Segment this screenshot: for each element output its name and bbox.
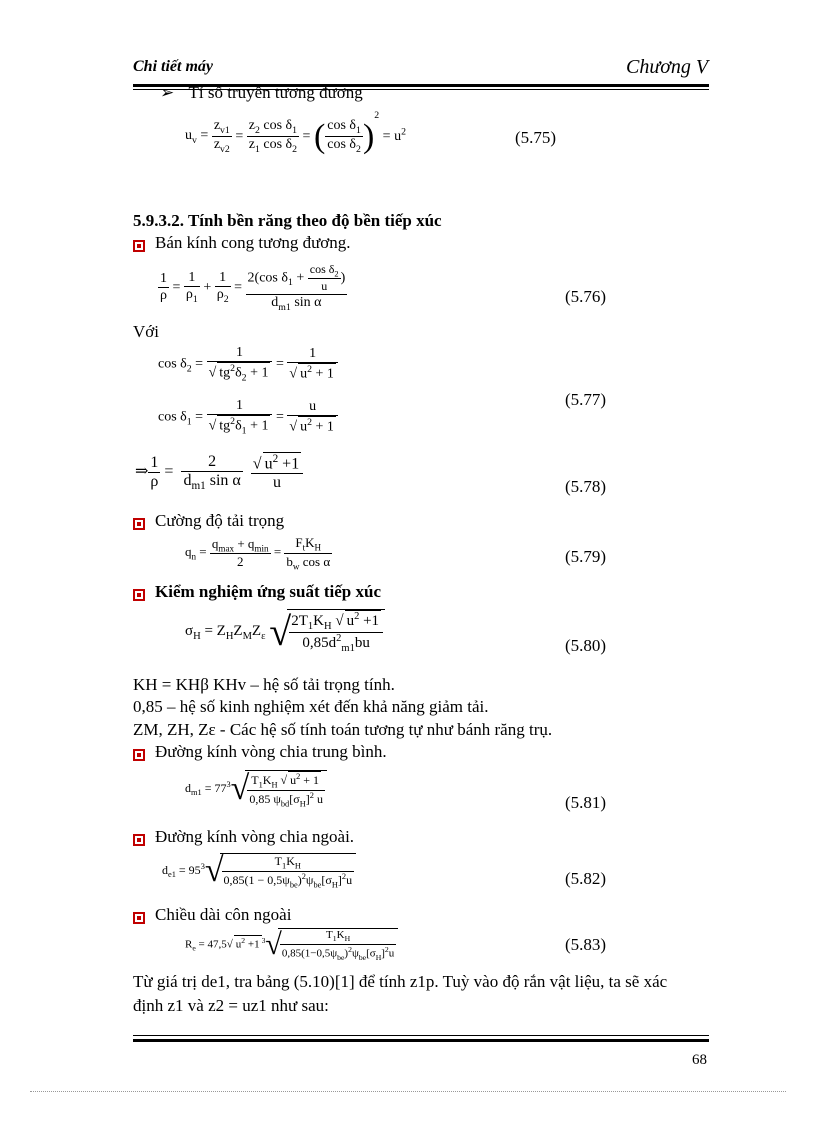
text-085: 0,85 – hệ số kinh nghiệm xét đến khả năng giảm tải. [133,697,489,716]
square-bullet-icon [133,912,145,924]
square-bullet-icon [133,518,145,530]
header-right: Chương V [626,56,709,78]
bullet-text-outer-diameter: Đường kính vòng chia ngoài. [155,827,355,846]
bullet-text-contact-stress: Kiểm nghiệm ứng suất tiếp xúc [155,582,382,601]
footer-rule-thin [133,1035,709,1036]
equation-581: $d_{m1} = 77^3√$ $\frac{T_1K_H √ u^2 + 1}{0,85 \psi_{bd}[\sigma_H]^2 u}$ [185,770,327,808]
eq-number-579: (5.79) [565,547,607,566]
eq-number-583: (5.83) [565,935,607,954]
square-bullet-icon [133,749,145,761]
square-bullet-icon [133,589,145,601]
eq-number-580: (5.80) [565,636,607,655]
equation-582: $d_{e1} = 95^3√$ $\frac{T_1K_H}{0,85(1 - 0,5\psi_{be})^2\psi_{be}[\sigma_H]^2u}$ [162,852,356,890]
equation-577b: $\cos \delta_1$ = $\frac{1}{√ tg^2\delta_1 + 1}$ = $\frac{u}{√ u^2 + 1}$ [158,398,338,436]
eq-number-577: (5.77) [565,390,607,409]
section-title: 5.9.3.2. Tính bền răng theo độ bền tiếp xúc [133,211,442,230]
equation-576: $\frac{1}{\rho}$ = $\frac{1}{\rho_1}$ + $\frac{1}{\rho_2}$ = 2(cos $\delta_1$ + $\frac{\cos \delta_2}{u}$ ) $d_{m1}$ sin α [160,262,346,314]
header-left: Chi tiết máy [133,58,213,75]
eq-number-575: (5.75) [515,128,557,147]
eq-number-578: (5.78) [565,477,607,496]
eq-number-581: (5.81) [565,793,607,812]
eq-number-576: (5.76) [565,287,607,306]
equation-575: $u_v$ = $\frac{z_{v1}}{z_{v2}}$ = $\frac{z_2 \cos \delta_1}{z_1 \cos \delta_2}$ = ( $\frac{\cos \delta_1}{\cos \delta_2}$ )$^2 = u^2$ [185,110,406,156]
top-bullet-row [160,83,363,103]
bullet-text-radius: Bán kính cong tương đương. [155,233,351,252]
text-voi: Với [133,322,159,341]
equation-577a: $\cos \delta_2$ = $\frac{1}{√ tg^2\delta_2 + 1}$ = $\frac{1}{√ u^2 + 1}$ [158,345,338,383]
equation-583: $R_e = 47,5√$ $u^2 +1$ $^3$√ $\frac{T_1K_H}{0,85(1-0,5\psi_{be})^2\psi_{be}[\sigma_H]^2u}$ [185,928,398,962]
footer-rule-thick [133,1039,709,1042]
top-bullet-text: Tỉ số truyền tương đương [188,83,363,102]
bullet-text-cone-length: Chiều dài côn ngoài [155,905,292,924]
page-number: 68 [692,1052,707,1068]
bullet-text-mean-diameter: Đường kính vòng chia trung bình. [155,742,387,761]
square-bullet-icon [133,834,145,846]
text-kh: KH = KHβ KHv – hệ số tải trọng tính. [133,675,395,694]
square-bullet-icon [133,240,145,252]
page-border-dotted [30,1091,786,1092]
equation-578: ⇒ $\frac{1}{\rho}$ = $\frac{2}{d_{m1} \sin \alpha}$ $\frac{√ u^2 +1}{u}$ [135,452,303,492]
equation-580: $\sigma_H = Z_HZ_MZ_\varepsilon$ √ $\frac{2T_1K_H √ u^2 +1}{0,85d^2_{m1}bu}$ [185,608,385,655]
paragraph-line-2: định z1 và z2 = uz1 như sau: [133,996,329,1015]
text-zm: ZM, ZH, Zε - Các hệ số tính toán tương tự như bánh răng trụ. [133,720,553,739]
eq-number-582: (5.82) [565,869,607,888]
equation-579: $q_n$ = $\frac{q_{max} + q_{min}}{2}$ = $\frac{F_tK_H}{b_w \cos \alpha}$ [185,535,331,572]
arrow-icon: ➢ [160,83,175,102]
bullet-text-load: Cường độ tải trọng [155,511,285,530]
paragraph-line-1: Từ giá trị de1, tra bảng (5.10)[1] để tính z1p. Tuỳ vào độ rắn vật liệu, ta sẽ xác [133,972,668,991]
